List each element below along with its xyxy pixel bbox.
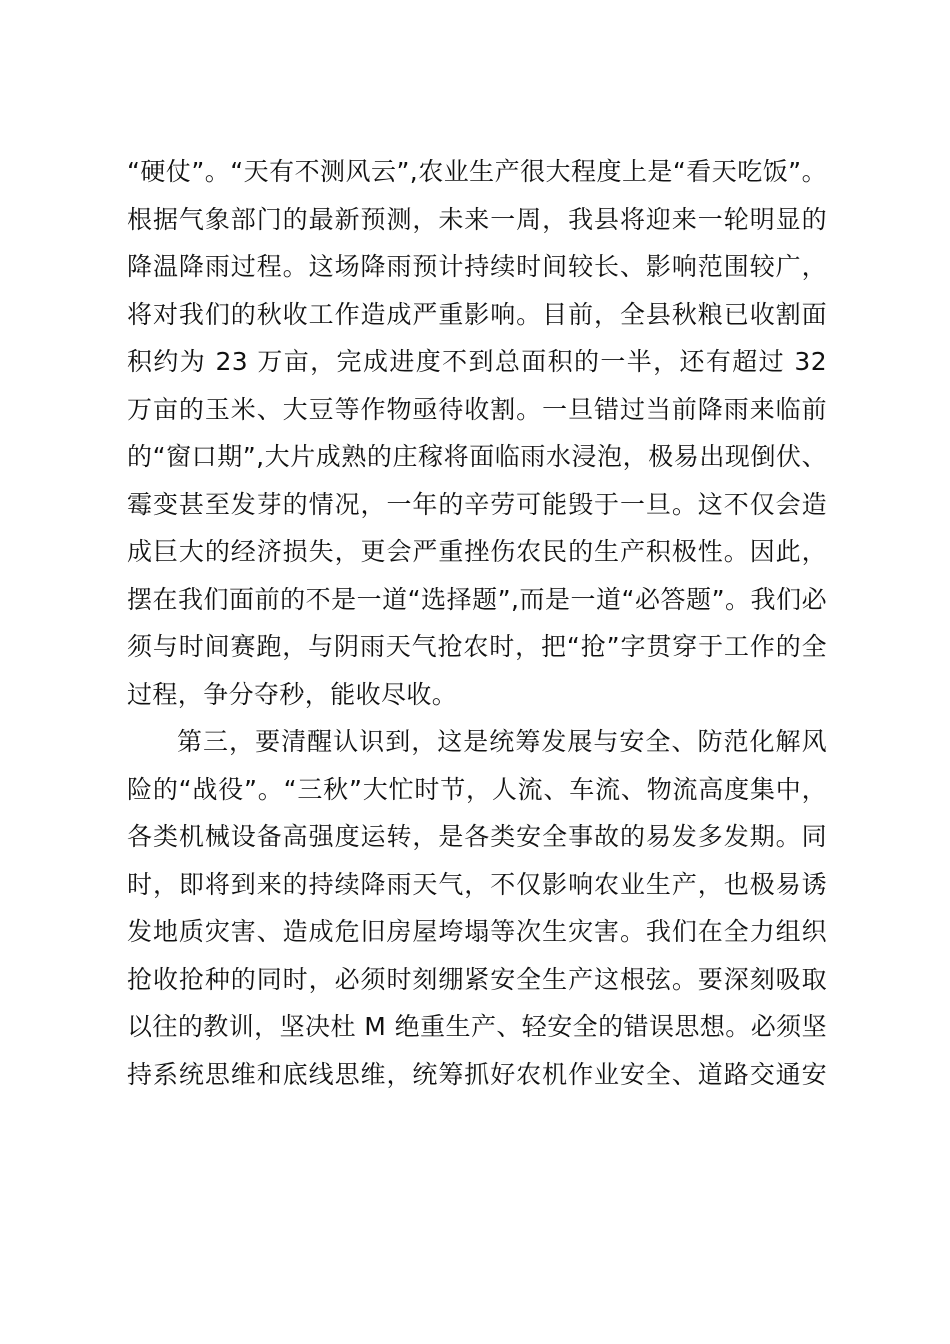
paragraph-line: 根据气象部门的最新预测，未来一周，我县将迎来一轮明显的 <box>127 205 827 234</box>
paragraph-line: 须与时间赛跑，与阴雨天气抢农时，把“抢”字贯穿于工作的全 <box>127 632 827 661</box>
paragraph-line: 积约为 23 万亩，完成进度不到总面积的一半，还有超过 32 <box>127 347 827 376</box>
paragraph-line: 以往的教训，坚决杜 M 绝重生产、轻安全的错误思想。必须坚 <box>127 1012 827 1041</box>
paragraph-line: 摆在我们面前的不是一道“选择题”,而是一道“必答题”。我们必 <box>127 585 827 614</box>
paragraph-line: 成巨大的经济损失，更会严重挫伤农民的生产积极性。因此， <box>127 537 827 566</box>
paragraph-line: 过程，争分夺秒，能收尽收。 <box>127 680 458 709</box>
paragraph-line: 时，即将到来的持续降雨天气，不仅影响农业生产，也极易诱 <box>127 870 827 899</box>
paragraph-line: 降温降雨过程。这场降雨预计持续时间较长、影响范围较广， <box>127 252 827 281</box>
paragraph-line: 发地质灾害、造成危旧房屋垮塌等次生灾害。我们在全力组织 <box>127 917 827 946</box>
paragraph-line: 将对我们的秋收工作造成严重影响。目前，全县秋粮已收割面 <box>127 300 827 329</box>
paragraph-line: 的“窗口期”,大片成熟的庄稼将面临雨水浸泡，极易出现倒伏、 <box>127 442 827 471</box>
paragraph-line: 各类机械设备高强度运转，是各类安全事故的易发多发期。同 <box>127 822 827 851</box>
paragraph-line: 万亩的玉米、大豆等作物亟待收割。一旦错过当前降雨来临前 <box>127 395 827 424</box>
paragraph-line: 险的“战役”。“三秋”大忙时节，人流、车流、物流高度集中， <box>127 775 827 804</box>
paragraph-line: 抢收抢种的同时，必须时刻绷紧安全生产这根弦。要深刻吸取 <box>127 965 827 994</box>
paragraph-line: 霉变甚至发芽的情况，一年的辛劳可能毁于一旦。这不仅会造 <box>127 490 827 519</box>
paragraph-first-line: 第三，要清醒认识到，这是统筹发展与安全、防范化解风 <box>177 727 827 756</box>
paragraph-line: “硬仗”。“天有不测风云”,农业生产很大程度上是“看天吃饭”。 <box>127 157 827 186</box>
paragraph-line: 持系统思维和底线思维，统筹抓好农机作业安全、道路交通安 <box>127 1060 827 1089</box>
